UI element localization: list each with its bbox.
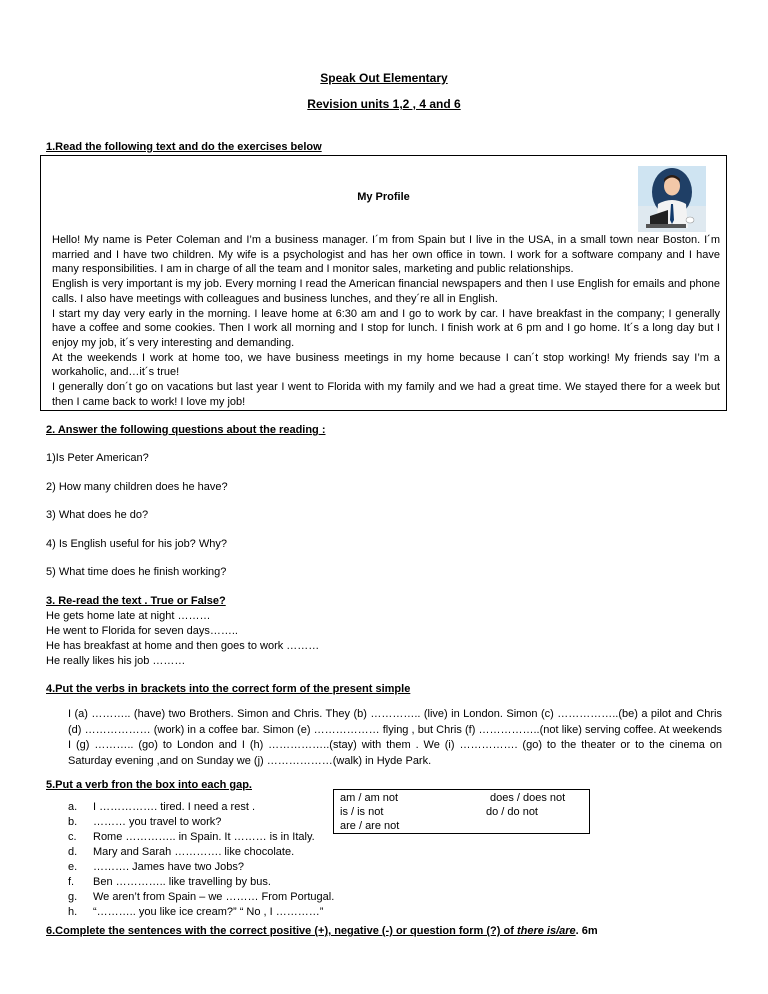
verb-box-item: am / am not: [340, 792, 399, 804]
true-false-item: He gets home late at night ………: [46, 610, 211, 622]
true-false-item: He went to Florida for seven days……..: [46, 625, 238, 637]
profile-paragraph: At the weekends I work at home too, we have business meetings in my home because I can´t stop working! My friends say I’m a workaholic, and…it´s true!: [52, 351, 720, 379]
document-title: Speak Out Elementary: [320, 71, 448, 85]
section4-heading: 4.Put the verbs in brackets into the correct form of the present simple: [46, 683, 411, 695]
profile-paragraph: I generally don´t go on vacations but last year I went to Florida with my family and we had a great time. We stayed there for a week but then I came back to work! I love my job!: [52, 381, 720, 408]
list-item: a. I ……………. tired. I need a rest .: [68, 801, 255, 813]
question-2: 2) How many children does he have?: [46, 481, 228, 493]
section3-heading: 3. Re-read the text . True or False?: [46, 595, 226, 607]
list-item: d. Mary and Sarah …………. like chocolate.: [68, 846, 295, 858]
question-1: 1)Is Peter American?: [46, 452, 149, 464]
profile-paragraph: Hello! My name is Peter Coleman and I’m a business manager. I´m from Spain but I live in the USA, in a small town near Boston. I´m married and I have two children. My wife is a psychologist and has her own office in town. I work for a software company and I have many responsibilities. I am in charge of all the team and I monitor sales, marketing and public relationships.: [52, 234, 720, 276]
list-item: c. Rome ………….. in Spain. It ……… is in Italy.: [68, 831, 315, 843]
profile-paragraph: English is very important is my job. Every morning I read the American financial newspapers and then I use English for emails and phone calls. I also have meetings with colleagues and business lunches, and they´re all in English.: [52, 278, 720, 305]
businessman-icon: [638, 166, 706, 232]
profile-paragraph: I start my day very early in the morning. I leave home at 6:30 am and I go to work by car. I have breakfast in the company; I generally have a coffee and some cookies. Then I work all morning and I stop for lunch. I finish work at 6 pm and I go home. It´s a long day but I enjoy my job, it´s very interesting and demanding.: [52, 307, 720, 349]
profile-title: My Profile: [357, 191, 410, 203]
verb-box-item: does / does not: [490, 792, 566, 804]
list-item: f. Ben ………….. like travelling by bus.: [68, 876, 271, 888]
true-false-item: He really likes his job ………: [46, 655, 186, 667]
document-subtitle: Revision units 1,2 , 4 and 6: [307, 97, 461, 111]
verb-box-item: are / are not: [340, 820, 400, 832]
verb-box-item: is / is not: [340, 806, 384, 818]
list-item: e. ………. James have two Jobs?: [68, 861, 245, 873]
section4-text: I (a) ……….. (have) two Brothers. Simon and Chris. They (b) ………….. (live) in London. Simon (c) ……………..(be) a pilot and Chris (d) ……………… (work) in a coffee bar. Simon (e) ……………… flying , but Chris (f) ……………..(not like) serving coffee. At weekends I (g) ……….. (go) to London and I (h) ……………..(stay) with them . We (i) ……………. (go) to the theater or to the cinema on Saturday evening ,and on Sunday we (j) ………………(walk) in Hyde Park.: [68, 708, 722, 767]
verb-box-item: do / do not: [486, 806, 538, 818]
section6-heading: 6.Complete the sentences with the correct positive (+), negative (-) or question form (?) of there is/are. 6m: [46, 925, 598, 937]
section5-heading: 5.Put a verb fron the box into each gap.: [46, 779, 252, 791]
question-5: 5) What time does he finish working?: [46, 566, 227, 578]
list-item: h. “……….. you like ice cream?” “ No , I …………”: [68, 906, 324, 918]
section1-heading: 1.Read the following text and do the exercises below: [46, 141, 322, 153]
verb-box: [333, 789, 590, 834]
true-false-item: He has breakfast at home and then goes to work ………: [46, 640, 320, 652]
section2-heading: 2. Answer the following questions about the reading :: [46, 424, 326, 436]
list-item: b. ……… you travel to work?: [68, 816, 222, 828]
list-item: g. We aren’t from Spain – we ……… From Portugal.: [68, 891, 335, 903]
profile-text: [52, 233, 720, 409]
question-4: 4) Is English useful for his job? Why?: [46, 538, 227, 550]
question-3: 3) What does he do?: [46, 509, 149, 521]
gap-fill-list: [68, 800, 334, 920]
